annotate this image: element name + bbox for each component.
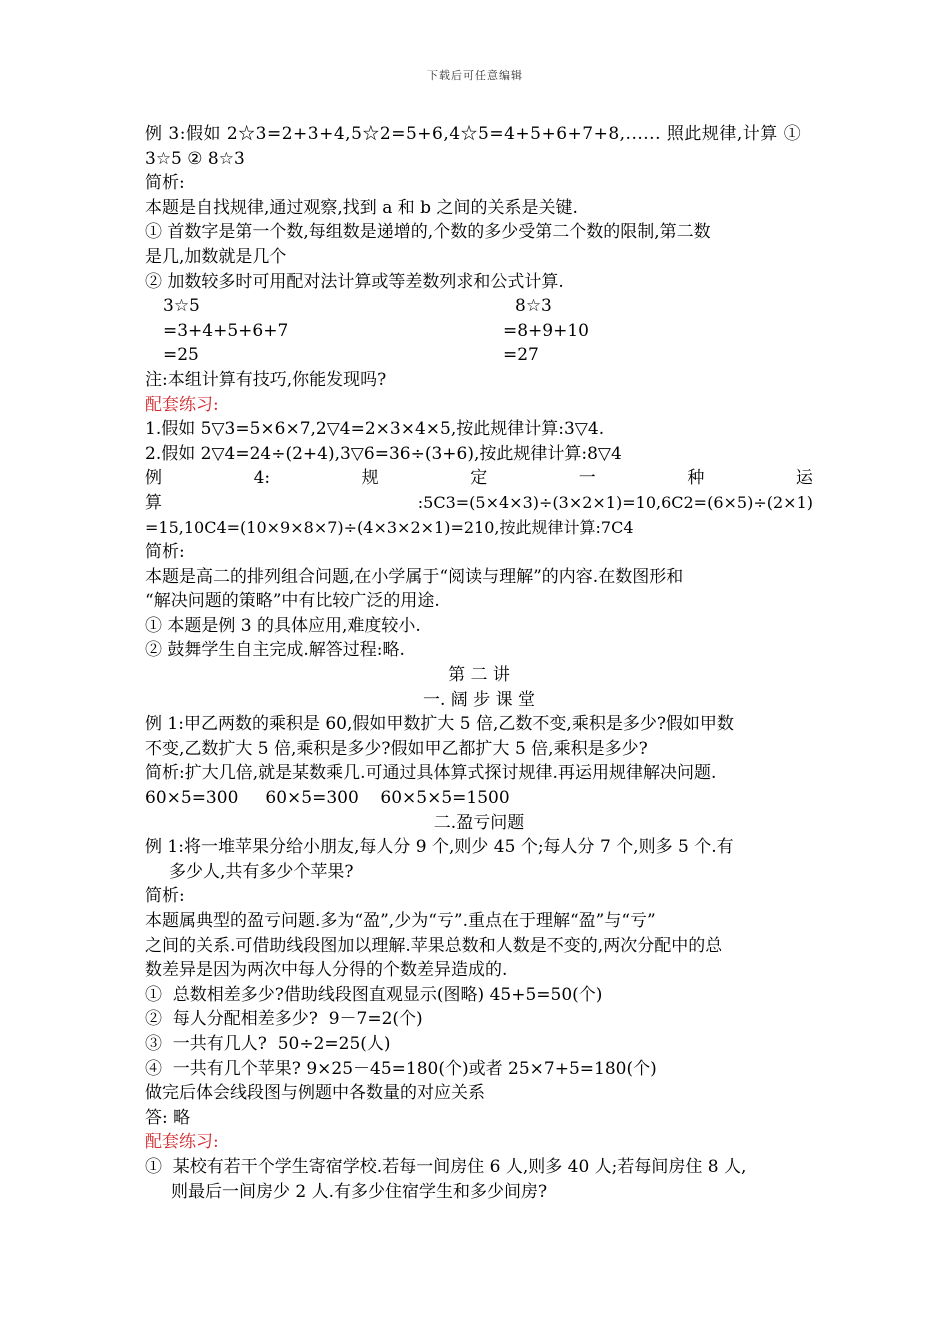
paragraph: 本题属典型的盈亏问题.多为“盈”,少为“亏”.重点在于理解“盈”与“亏”	[145, 911, 656, 931]
section-title: 一. 阔 步 课 堂	[422, 689, 536, 710]
page-header: 下载后可任意编辑	[427, 69, 523, 82]
calc-left: 3☆5	[163, 296, 200, 317]
calc-left: =25	[163, 345, 199, 366]
paragraph: 做完后体会线段图与例题中各数量的对应关系	[145, 1083, 485, 1104]
word: 算	[145, 492, 162, 513]
paragraph: 数差异是因为两次中每人分得的个数差异造成的.	[145, 960, 508, 981]
word: 规	[361, 468, 379, 489]
paragraph: 不变,乙数扩大 5 倍,乘积是多少?假如甲乙都扩大 5 倍,乘积是多少?	[145, 738, 648, 759]
paragraph: 例 1:甲乙两数的乘积是 60,假如甲数扩大 5 倍,乙数不变,乘积是多少?假如甲数	[145, 714, 734, 735]
word: 一	[578, 468, 596, 489]
answer: 答: 略	[145, 1107, 191, 1128]
exercise-heading: 配套练习:	[145, 1132, 219, 1153]
paragraph: 本题是高二的排列组合问题,在小学属于“阅读与理解”的内容.在数图形和	[145, 566, 684, 587]
word: :5C3=(5×4×3)÷(3×2×1)=10,6C2=(6×5)÷(2×1)	[417, 492, 813, 512]
exercise-1: 1.假如 5▽3=5×6×7,2▽4=2×3×4×5,按此规律计算:3▽4.	[145, 419, 605, 440]
example-4-line-2	[145, 491, 813, 516]
example-4-line-1	[145, 466, 813, 491]
step-3: ③ 一共有几人? 50÷2=25(人)	[145, 1033, 391, 1054]
calc-left: =3+4+5+6+7	[163, 320, 289, 341]
calc-row	[145, 343, 813, 368]
step-1: ① 总数相差多少?借助线段图直观显示(图略) 45+5=50(个)	[145, 984, 603, 1005]
document-body	[145, 122, 813, 1204]
exercise-item-cont: 则最后一间房少 2 人.有多少住宿学生和多少间房?	[171, 1181, 548, 1202]
paragraph: “解决问题的策略”中有比较广泛的用途.	[145, 591, 440, 612]
calc-right: 8☆3	[515, 296, 552, 317]
paragraph: 是几,加数就是几个	[145, 246, 287, 267]
paragraph: ① 本题是例 3 的具体应用,难度较小.	[145, 615, 421, 636]
paragraph: 之间的关系.可借助线段图加以理解.苹果总数和人数是不变的,两次分配中的总	[145, 935, 723, 956]
exercise-item: ① 某校有若干个学生寄宿学校.若每一间房住 6 人,则多 40 人;若每间房住 8 人,	[145, 1156, 747, 1177]
note: 注:本组计算有技巧,你能发现吗?	[145, 369, 387, 390]
paragraph: ① 首数字是第一个数,每组数是递增的,个数的多少受第二个数的限制,第二数	[145, 222, 711, 243]
calc-line: 60×5=300 60×5=300 60×5×5=1500	[145, 788, 510, 809]
paragraph: 例 1:将一堆苹果分给小朋友,每人分 9 个,则少 45 个;每人分 7 个,则多 5 个.有	[145, 837, 734, 858]
exercise-2: 2.假如 2▽4=24÷(2+4),3▽6=36÷(3+6),按此规律计算:8▽4	[145, 443, 622, 464]
step-4: ④ 一共有几个苹果? 9×25－45=180(个)或者 25×7+5=180(个)	[145, 1058, 657, 1079]
word: 定	[470, 468, 488, 489]
word: 种	[687, 468, 705, 489]
example-4-line-3: =15,10C4=(10×9×8×7)÷(4×3×2×1)=210,按此规律计算:7C4	[145, 517, 634, 537]
paragraph: 本题是自找规律,通过观察,找到 a 和 b 之间的关系是关键.	[145, 197, 578, 218]
analysis-heading: 简析:	[145, 886, 185, 907]
analysis-heading: 简析:	[145, 173, 185, 194]
word: 4:	[253, 468, 271, 489]
paragraph: 简析:扩大几倍,就是某数乘几.可通过具体算式探讨规律.再运用规律解决问题.	[145, 763, 717, 784]
example-3-questions: 3☆5 ② 8☆3	[145, 148, 245, 169]
paragraph: ② 加数较多时可用配对法计算或等差数列求和公式计算.	[145, 271, 564, 292]
paragraph: ② 鼓舞学生自主完成.解答过程:略.	[145, 640, 405, 661]
step-2: ② 每人分配相差多少? 9－7=2(个)	[145, 1009, 423, 1030]
word: 运	[795, 468, 813, 489]
example-3-text: 例 3:假如 2☆3=2+3+4,5☆2=5+6,4☆5=4+5+6+7+8,...... 照此规律,计算 ①	[145, 124, 802, 144]
word: 例	[145, 468, 162, 489]
analysis-heading: 简析:	[145, 542, 185, 563]
calc-right: =27	[503, 345, 539, 366]
calc-row	[145, 294, 813, 319]
calc-row	[145, 319, 813, 344]
calc-right: =8+9+10	[503, 320, 589, 341]
lecture-title: 第 二 讲	[448, 665, 510, 686]
paragraph: 多少人,共有多少个苹果?	[169, 861, 354, 882]
exercise-heading: 配套练习:	[145, 394, 219, 415]
section-title: 二.盈亏问题	[433, 812, 525, 833]
